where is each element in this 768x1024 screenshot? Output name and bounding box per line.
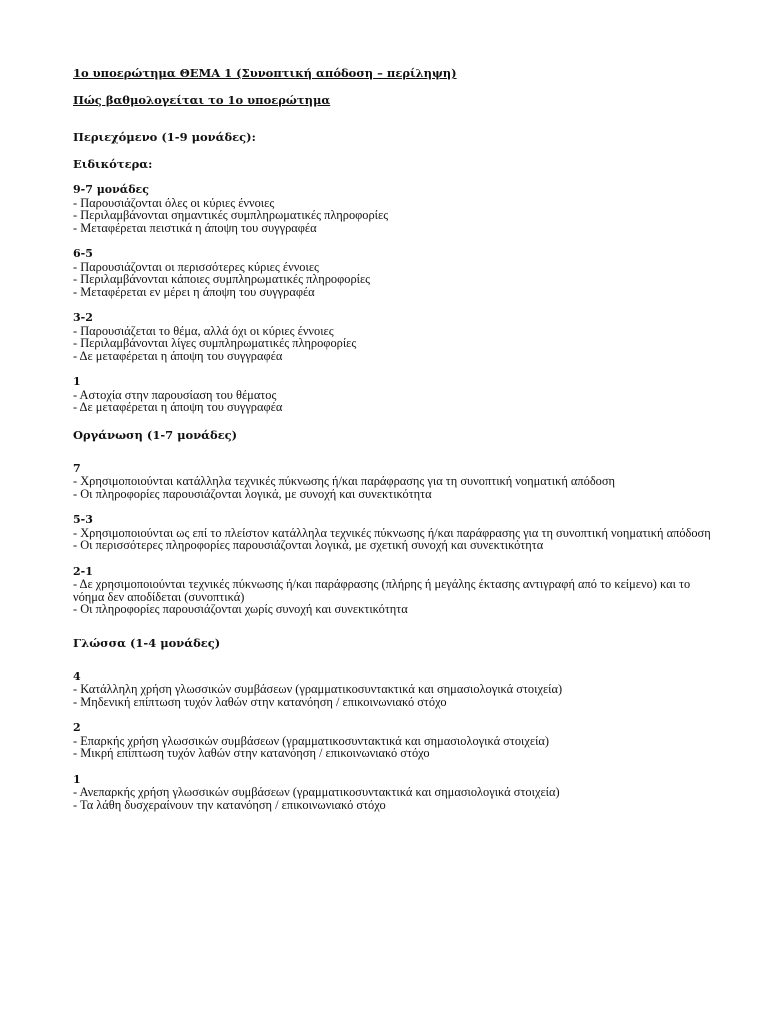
group-label: 2-1 xyxy=(73,564,93,578)
group-label: 3-2 xyxy=(73,311,93,324)
document-subtitle: Πώς βαθμολογείται το 1ο υποερώτημα xyxy=(73,93,331,107)
criterion-line: - Μεταφέρεται πειστικά η άποψη του συγγραφέα xyxy=(73,220,317,235)
language-group-1 xyxy=(73,774,713,812)
criterion-line: - Μεταφέρεται εν μέρει η άποψη του συγγραφέα xyxy=(73,284,315,299)
criterion-line: - Περιλαμβάνονται λίγες συμπληρωματικές πληροφορίες xyxy=(73,336,357,350)
group-label: 1 xyxy=(73,772,81,786)
content-subheading: Ειδικότερα: xyxy=(73,157,153,171)
content-group-1 xyxy=(73,376,713,414)
content-group-3-2 xyxy=(73,312,713,362)
criterion-line: - Χρησιμοποιούνται ως επί το πλείστον κατάλληλα τεχνικές πύκνωσης ή/και παράφρασης για τη συνοπτική νοηματική απόδοση xyxy=(73,525,711,540)
criterion-line: - Οι πληροφορίες παρουσιάζονται λογικά, με συνοχή και συνεκτικότητα xyxy=(73,486,432,501)
criterion-line: - Οι πληροφορίες παρουσιάζονται χωρίς συνοχή και συνεκτικότητα xyxy=(73,602,408,616)
criterion-line: - Παρουσιάζονται οι περισσότερες κύριες έννοιες xyxy=(73,259,319,274)
criterion-line: - Επαρκής χρήση γλωσσικών συμβάσεων (γραμματικοσυντακτικά και σημασιολογικά στοιχεία) xyxy=(73,733,550,748)
content-group-9-7 xyxy=(73,184,713,234)
criterion-line: - Δε μεταφέρεται η άποψη του συγγραφέα xyxy=(73,400,283,414)
organization-group-7 xyxy=(73,463,713,501)
criterion-line: - Μηδενική επίπτωση τυχόν λαθών στην κατανόηση / επικοινωνιακό στόχο xyxy=(73,694,447,709)
criterion-line: - Τα λάθη δυσχεραίνουν την κατανόηση / επικοινωνιακό στόχο xyxy=(73,797,386,812)
criterion-line: - Περιλαμβάνονται κάποιες συμπληρωματικές πληροφορίες xyxy=(73,272,371,286)
criterion-line: - Χρησιμοποιούνται κατάλληλα τεχνικές πύκνωσης ή/και παράφρασης για τη συνοπτική νοηματική απόδοση xyxy=(73,474,616,488)
criterion-line: - Μικρή επίπτωση τυχόν λαθών στην κατανόηση / επικοινωνιακό στόχο xyxy=(73,746,430,760)
group-label: 4 xyxy=(73,669,81,683)
language-section xyxy=(73,636,713,812)
content-section xyxy=(73,130,713,414)
language-heading: Γλώσσα (1-4 μονάδες) xyxy=(73,635,221,650)
group-label: 6-5 xyxy=(73,247,93,260)
criterion-line: - Οι περισσότερες πληροφορίες παρουσιάζονται λογικά, με σχετική συνοχή και συνεκτικότητα xyxy=(73,538,544,552)
criterion-line: - Δε χρησιμοποιούνται τεχνικές πύκνωσης ή/και παράφρασης (πλήρης ή μεγάλης έκτασης αντιγραφή από το κείμενο) και το νόημα δεν αποδίδεται (συνοπτικά) xyxy=(73,577,691,604)
organization-heading: Οργάνωση (1-7 μονάδες) xyxy=(73,427,238,442)
criterion-line: - Παρουσιάζονται όλες οι κύριες έννοιες xyxy=(73,195,275,210)
criterion-line: - Κατάλληλη χρήση γλωσσικών συμβάσεων (γραμματικοσυντακτικά και σημασιολογικά στοιχεία) xyxy=(73,682,563,696)
content-group-6-5 xyxy=(73,248,713,298)
group-label: 1 xyxy=(73,375,81,388)
organization-group-2-1 xyxy=(73,566,713,616)
content-heading: Περιεχόμενο (1-9 μονάδες): xyxy=(73,130,256,144)
organization-section xyxy=(73,428,713,616)
language-group-2 xyxy=(73,722,713,760)
criterion-line: - Δε μεταφέρεται η άποψη του συγγραφέα xyxy=(73,348,283,363)
group-label: 9-7 μονάδες xyxy=(73,183,149,196)
criterion-line: - Περιλαμβάνονται σημαντικές συμπληρωματικές πληροφορίες xyxy=(73,208,389,222)
criterion-line: - Αστοχία στην παρουσίαση του θέματος xyxy=(73,387,277,402)
criterion-line: - Παρουσιάζεται το θέμα, αλλά όχι οι κύριες έννοιες xyxy=(73,323,334,338)
document-page xyxy=(73,66,713,825)
organization-group-5-3 xyxy=(73,514,713,552)
language-group-4 xyxy=(73,671,713,709)
group-label: 2 xyxy=(73,721,81,734)
group-label: 5-3 xyxy=(73,513,93,526)
document-title: 1ο υποερώτημα ΘΕΜΑ 1 (Συνοπτική απόδοση – περίληψη) xyxy=(73,66,457,80)
group-label: 7 xyxy=(73,461,81,475)
criterion-line: - Ανεπαρκής χρήση γλωσσικών συμβάσεων (γραμματικοσυντακτικά και σημασιολογικά στοιχεία) xyxy=(73,785,560,799)
